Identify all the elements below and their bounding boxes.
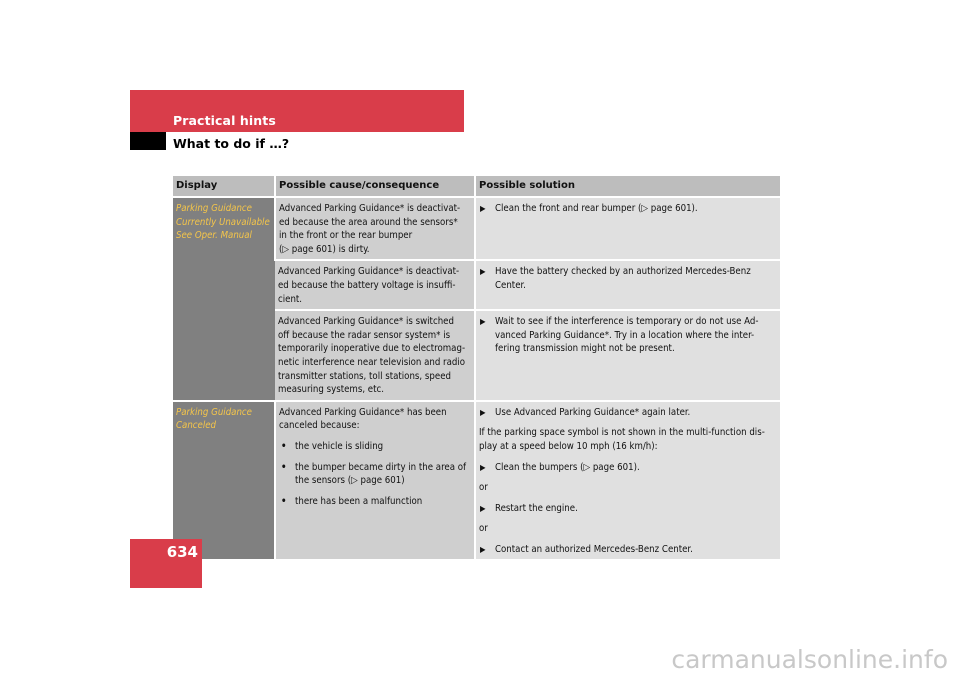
cause-cell — [275, 310, 475, 401]
arrow-right-icon: ▶ — [480, 204, 486, 213]
solution-text: Clean the front and rear bumper (▷ page 601). — [495, 203, 698, 214]
page-number: 634 — [166, 543, 198, 561]
table-header-row — [173, 176, 780, 197]
cause-line: ed because the area around the sensors* — [279, 216, 458, 228]
arrow-right-icon: ▶ — [480, 407, 486, 417]
display-message-unavailable — [173, 197, 275, 401]
header-tab-marker — [130, 132, 166, 150]
solution-cell — [475, 310, 780, 401]
cause-line: transmitter stations, toll stations, speed — [278, 370, 451, 382]
cause-cell — [275, 197, 475, 260]
display-line: Canceled — [176, 420, 217, 432]
bullet-dot-icon: • — [281, 440, 287, 452]
display-line: Parking Guidance — [176, 203, 252, 214]
or-separator: or — [479, 482, 488, 494]
cause-line: cient. — [278, 293, 303, 305]
solution-step — [479, 315, 777, 356]
cause-line: Advanced Parking Guidance* is deactivat- — [278, 266, 460, 278]
column-header-solution: Possible solution — [475, 176, 780, 197]
section-title: Practical hints — [173, 113, 276, 128]
solution-step — [479, 502, 777, 516]
solution-cell — [475, 260, 780, 310]
display-message-canceled — [173, 401, 275, 560]
sub-title: What to do if …? — [173, 136, 290, 151]
cause-line: Advanced Parking Guidance* is switched — [278, 316, 454, 328]
display-line: Parking Guidance — [176, 406, 252, 418]
note-line: play at a speed below 10 mph (16 km/h): — [479, 440, 658, 452]
solution-cell — [475, 401, 780, 560]
or-separator: or — [479, 523, 488, 535]
bullet-text: the bumper became dirty in the area of — [295, 461, 467, 473]
bullet-dot-icon: • — [281, 461, 287, 473]
solution-step — [479, 543, 777, 557]
column-header-cause: Possible cause/consequence — [275, 176, 475, 197]
table-row — [173, 197, 780, 260]
solution-text: Have the battery checked by an authorized Mercedes-Benz — [495, 266, 751, 278]
bullet-text: there has been a malfunction — [295, 495, 423, 507]
cause-line: canceled because: — [279, 420, 360, 432]
cause-line: in the front or the rear bumper — [279, 230, 413, 242]
display-line: See Oper. Manual — [176, 230, 252, 242]
column-header-display: Display — [173, 176, 275, 197]
cause-line: Advanced Parking Guidance* has been — [279, 406, 447, 418]
arrow-right-icon: ▶ — [480, 462, 486, 472]
page-number-box — [130, 539, 202, 588]
cause-bullet — [279, 440, 471, 454]
solution-step — [479, 265, 777, 292]
solution-text: Center. — [495, 279, 526, 291]
cause-bullet — [279, 495, 471, 509]
cause-bullet — [279, 461, 471, 488]
arrow-right-icon: ▶ — [480, 503, 486, 513]
watermark: carmanualsonline.info — [671, 645, 948, 674]
arrow-right-icon: ▶ — [480, 267, 486, 277]
display-line: Currently Unavailable — [176, 216, 270, 228]
cause-line: measuring systems, etc. — [278, 384, 384, 396]
solution-text: vanced Parking Guidance*. Try in a location where the inter- — [495, 329, 755, 341]
solution-text: Clean the bumpers (▷ page 601). — [495, 461, 640, 473]
cause-line: temporarily inoperative due to electromag- — [278, 343, 466, 355]
solution-text: fering transmission might not be present. — [495, 343, 675, 355]
cause-line: (▷ page 601) is dirty. — [279, 243, 370, 255]
note-line: If the parking space symbol is not shown in the multi-function dis- — [479, 427, 765, 439]
cause-line: Advanced Parking Guidance* is deactivat- — [279, 203, 461, 214]
solution-text: Wait to see if the interference is temporary or do not use Ad- — [495, 316, 759, 328]
hints-table — [173, 176, 780, 559]
bullet-text: the sensors (▷ page 601) — [295, 475, 405, 487]
solution-cell — [475, 197, 780, 260]
solution-text: Restart the engine. — [495, 502, 578, 514]
solution-note — [479, 426, 777, 453]
bullet-dot-icon: • — [281, 495, 287, 507]
bullet-text: the vehicle is sliding — [295, 440, 384, 452]
table-row — [173, 401, 780, 560]
cause-cell — [275, 260, 475, 310]
arrow-right-icon: ▶ — [480, 317, 486, 327]
solution-text: Contact an authorized Mercedes-Benz Center. — [495, 543, 693, 555]
arrow-right-icon: ▶ — [480, 544, 486, 554]
cause-line: ed because the battery voltage is insuffi- — [278, 279, 456, 291]
cause-line: off because the radar sensor system* is — [278, 329, 451, 341]
cause-cell — [275, 401, 475, 560]
solution-step — [479, 461, 777, 475]
cause-line: netic interference near television and radio — [278, 356, 466, 368]
solution-text: Use Advanced Parking Guidance* again later. — [495, 406, 691, 418]
solution-step — [479, 202, 777, 216]
solution-step — [479, 406, 777, 420]
